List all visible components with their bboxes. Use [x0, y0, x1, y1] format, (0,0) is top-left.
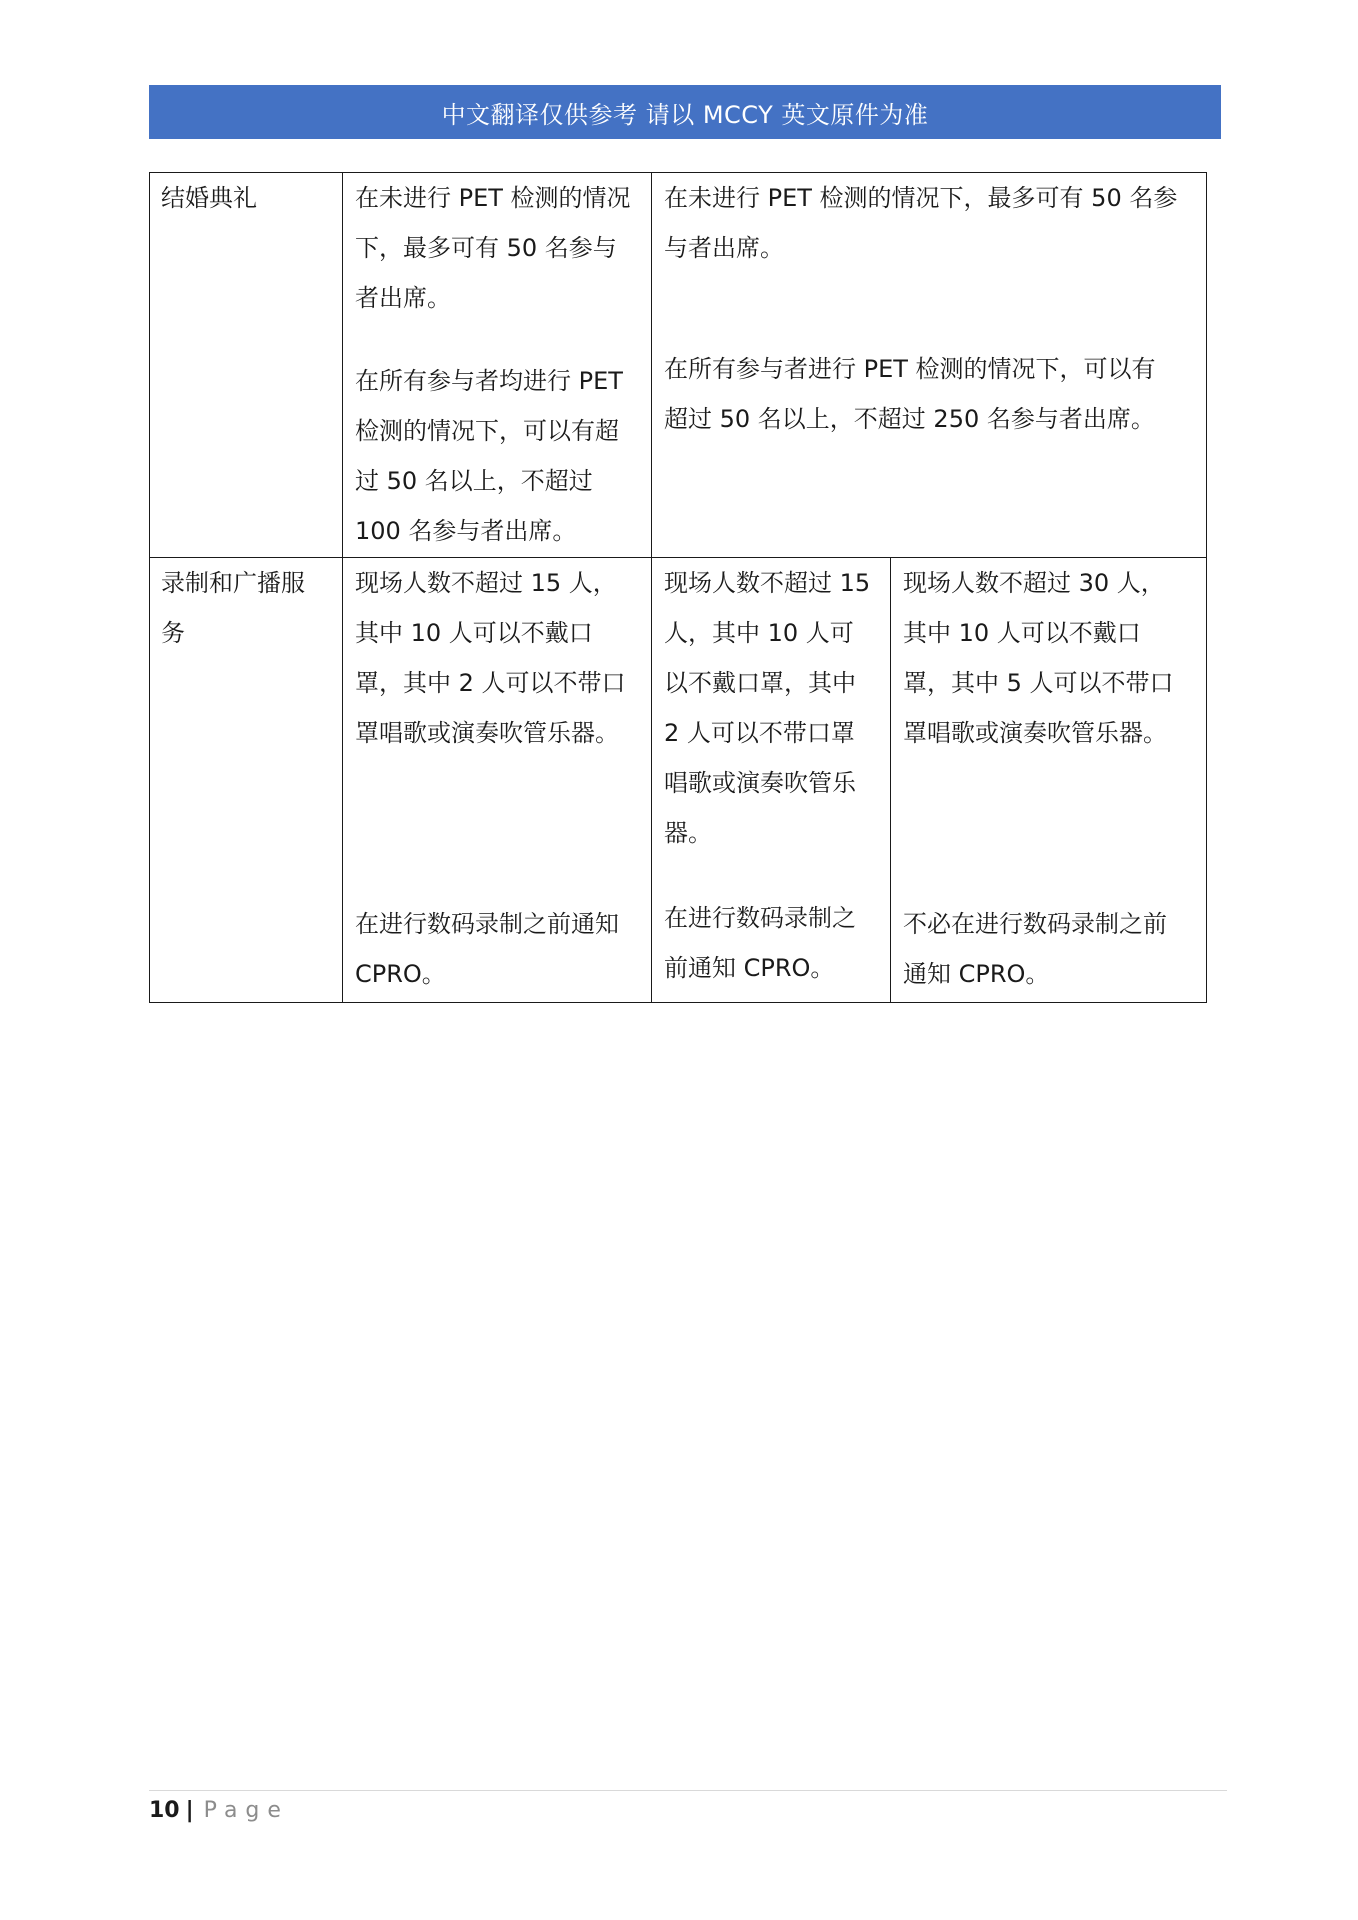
line: 罩，其中 2 人可以不带口: [355, 669, 626, 697]
line: 检测的情况下，可以有超: [355, 417, 619, 445]
banner-text: 中文翻译仅供参考 请以 MCCY 英文原件为准: [441, 100, 929, 129]
line: 在所有参与者进行 PET 检测的情况下，可以有: [664, 355, 1156, 383]
line: 前通知 CPRO。: [664, 954, 835, 982]
line: 唱歌或演奏吹管乐: [664, 769, 856, 797]
page-label: Page: [203, 1797, 289, 1823]
line: 在未进行 PET 检测的情况: [355, 184, 631, 212]
line: 超过 50 名以上，不超过 250 名参与者出席。: [664, 405, 1155, 433]
line: 现场人数不超过 15: [664, 569, 871, 597]
line: 与者出席。: [664, 234, 784, 262]
line: 其中 10 人可以不戴口: [903, 619, 1141, 647]
line: 不必在进行数码录制之前: [903, 910, 1167, 938]
page-footer: [149, 1793, 289, 1827]
line: 现场人数不超过 15 人，: [355, 569, 617, 597]
line: 在进行数码录制之: [664, 904, 856, 932]
line: 其中 10 人可以不戴口: [355, 619, 593, 647]
line: 罩，其中 5 人可以不带口: [903, 669, 1174, 697]
line: 罩唱歌或演奏吹管乐器。: [355, 719, 619, 747]
line: 在所有参与者均进行 PET: [355, 367, 623, 395]
line: 者出席。: [355, 284, 451, 312]
line: 通知 CPRO。: [903, 960, 1050, 988]
column-divider: [651, 173, 652, 1002]
line: 务: [161, 619, 185, 647]
rules-table: [149, 172, 1207, 1003]
line: 现场人数不超过 30 人，: [903, 569, 1165, 597]
row-label-wedding: 结婚典礼: [161, 184, 257, 212]
line: 过 50 名以上，不超过: [355, 467, 593, 495]
line: 器。: [664, 819, 712, 847]
column-divider: [890, 557, 891, 1002]
line: 下，最多可有 50 名参与: [355, 234, 617, 262]
column-divider: [342, 173, 343, 1002]
footer-separator: |: [185, 1797, 194, 1823]
line: 在进行数码录制之前通知: [355, 910, 619, 938]
line: 2 人可以不带口罩: [664, 719, 855, 747]
line: 录制和广播服: [161, 569, 305, 597]
page-number: 10: [149, 1797, 180, 1823]
line: 以不戴口罩，其中: [664, 669, 856, 697]
line: 在未进行 PET 检测的情况下，最多可有 50 名参: [664, 184, 1178, 212]
footer-divider: [149, 1790, 1227, 1791]
line: 人，其中 10 人可: [664, 619, 854, 647]
line: CPRO。: [355, 960, 446, 988]
translation-notice-banner: [149, 85, 1221, 139]
line: 100 名参与者出席。: [355, 517, 577, 545]
line: 罩唱歌或演奏吹管乐器。: [903, 719, 1167, 747]
